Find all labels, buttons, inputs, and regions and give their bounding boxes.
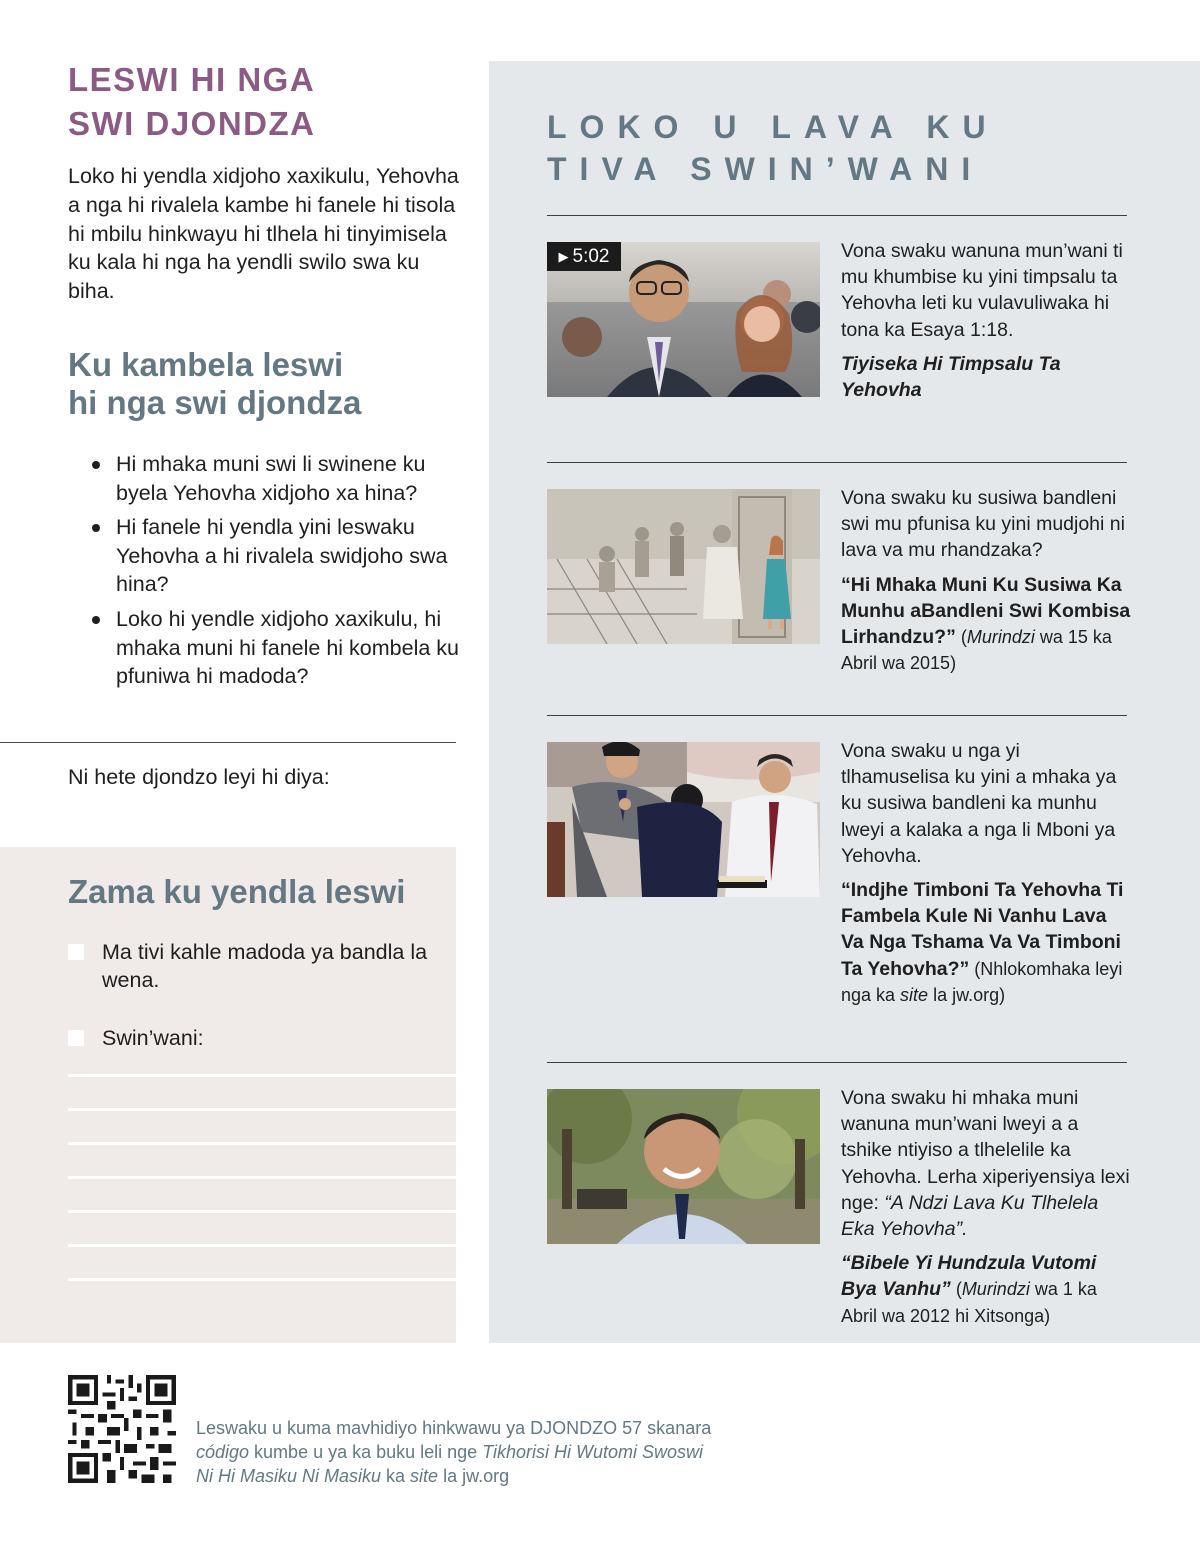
entry-source-post: la jw.org) [928,984,1006,1005]
entry-description: Vona swaku wanuna mun’wani ti mu khumbise ku yini timpsalu ta Yehovha leti ku vulavuliwaka hi tona ka Esaya 1:18. [841,240,1123,341]
entry-description-text: Vona swaku hi mhaka muni wanuna mun’wani lweyi a a tshike ntiyiso a tlhelelile ka Yehovha. Lerha xiperiyensiya lexi nge: [841,1087,1130,1214]
goal-item [68,938,448,994]
goal-title: Zama ku yendla leswi [68,873,406,910]
article-image [547,489,820,644]
footer-text: kumbe u ya ka buku leli nge [249,1442,483,1462]
summary-title-line-2: SWI DJONDZA [68,105,316,142]
checkbox-icon[interactable] [68,944,84,960]
entry-title[interactable]: “Bibele Yi Hundzula Vutomi Bya Vanhu” [841,1252,1097,1301]
review-question [92,513,462,599]
play-icon: ▶ [558,249,569,264]
video-duration: 5:02 [572,246,610,267]
entry-description-quote: “A Ndzi Lava Ku Tlhelela Eka Yehovha”. [841,1191,1099,1241]
review-question [92,605,462,691]
footer-codigo: código [196,1442,250,1462]
write-in-line[interactable] [68,1074,456,1077]
video-duration-badge [547,242,621,271]
explore-title-line-1: LOKO U LAVA KU [547,109,999,145]
explore-entry-text [841,485,1131,676]
checkbox-icon[interactable] [68,1030,84,1046]
write-in-line[interactable] [68,1210,456,1213]
entry-title[interactable]: Tiyiseka Hi Timpsalu Ta Yehovha [841,352,1061,402]
entry-title[interactable]: “Hi Mhaka Muni Ku Susiwa Ka Munhu aBandleni Swi Kombisa Lirhandzu?” [841,573,1131,649]
kingdom-hall-illustration [547,489,820,644]
footer-text[interactable]: la jw.org [438,1466,510,1486]
entry-description: Vona swaku ku susiwa bandleni swi mu pfunisa ku yini mudjohi ni lava va mu rhandzaka? [841,487,1125,562]
review-question-text: Hi fanele hi yendla yini leswaku Yehovha a hi rivalela swidjoho swa hina? [116,515,448,597]
entry-description: Vona swaku u nga yi tlhamuselisa ku yini a mhaka ya ku susiwa bandleni ka munhu lweyi a kalaka a nga li Mboni ya Yehovha. [841,740,1117,867]
footer-text: Leswaku u kuma mavhidiyo hinkwawu ya DJONDZO 57 skanara [196,1418,712,1438]
bullet-icon [92,616,100,624]
review-title-line-1: Ku kambela leswi [68,346,344,383]
write-in-line[interactable] [68,1278,456,1281]
explore-title-line-2: TIVA SWIN’WANI [547,151,984,187]
entry-title[interactable]: “Indjhe Timboni Ta Yehovha Ti Fambela Kule Ni Vanhu Lava Va Nga Tshama Va Va Timboni Ta Yehovha?” [841,879,1124,980]
entry-reference [841,1250,1131,1329]
explore-entry-text [841,1085,1131,1329]
studied-date-label: Ni hete djondzo leyi hi diya: [68,765,330,789]
entry-source-publication: Murindzi [961,1279,1030,1300]
review-questions [92,450,462,697]
explore-entry-text [841,738,1131,1008]
footer-note [196,1416,716,1488]
review-title [68,346,458,422]
video-thumbnail[interactable] [547,242,820,397]
bullet-icon [92,524,100,532]
write-in-line[interactable] [68,1142,456,1145]
article-image [547,1089,820,1244]
goal-item-text: Ma tivi kahle madoda ya bandla la wena. [102,940,428,992]
summary-title [68,58,448,146]
entry-description [841,1085,1131,1242]
footer-site: site [410,1466,439,1486]
review-question [92,450,462,507]
write-in-line[interactable] [68,1108,456,1111]
summary-title-line-1: LESWI HI NGA [68,61,316,98]
entry-source-post: wa 1 ka Abril wa 2012 hi Xitsonga) [841,1279,1097,1326]
divider [0,742,456,743]
park-portrait-photo [547,1089,820,1244]
explore-title [547,106,1147,190]
entry-source-publication: Murindzi [966,627,1035,648]
footer-book-title[interactable]: Tikhorisi Hi Wutomi Swoswi Ni Hi Masiku Ni Masiku [196,1442,704,1486]
greeting-photo [547,742,820,897]
write-in-line[interactable] [68,1244,456,1247]
footer-text: ka [381,1466,411,1486]
divider [547,715,1127,716]
divider [547,1062,1127,1063]
goal-item-text: Swin’wani: [102,1026,204,1050]
write-in-line[interactable] [68,1176,456,1179]
review-title-line-2: hi nga swi djondza [68,384,362,421]
entry-source-pre: ( [955,627,967,648]
review-question-text: Hi mhaka muni swi li swinene ku byela Yehovha xidjoho xa hina? [116,452,426,505]
divider [547,462,1127,463]
goal-panel [0,847,456,1343]
divider [547,215,1127,216]
goal-item [68,1024,448,1052]
article-image [547,742,820,897]
entry-reference [841,877,1131,1008]
entry-reference [841,572,1131,677]
review-question-text: Loko hi yendle xidjoho xaxikulu, hi mhaka muni hi fanele hi kombela ku pfuniwa hi madoda? [116,606,459,689]
entry-source-pre: (Nhlokomhaka leyi nga ka [841,958,1123,1005]
bullet-icon [92,461,100,469]
qr-code-icon[interactable] [68,1375,176,1483]
entry-source-post: wa 15 ka Abril wa 2015) [841,627,1112,674]
entry-source-pre: ( [950,1279,962,1300]
summary-text: Loko hi yendla xidjoho xaxikulu, Yehovha a nga hi rivalela kambe hi fanele hi tisola hi mbilu hinkwayu hi tlhela hi tinyimisela ku kala hi nga ha yendli swilo swa ku biha. [68,164,459,304]
explore-entry-text [841,238,1131,403]
entry-source-site: site [900,984,929,1005]
